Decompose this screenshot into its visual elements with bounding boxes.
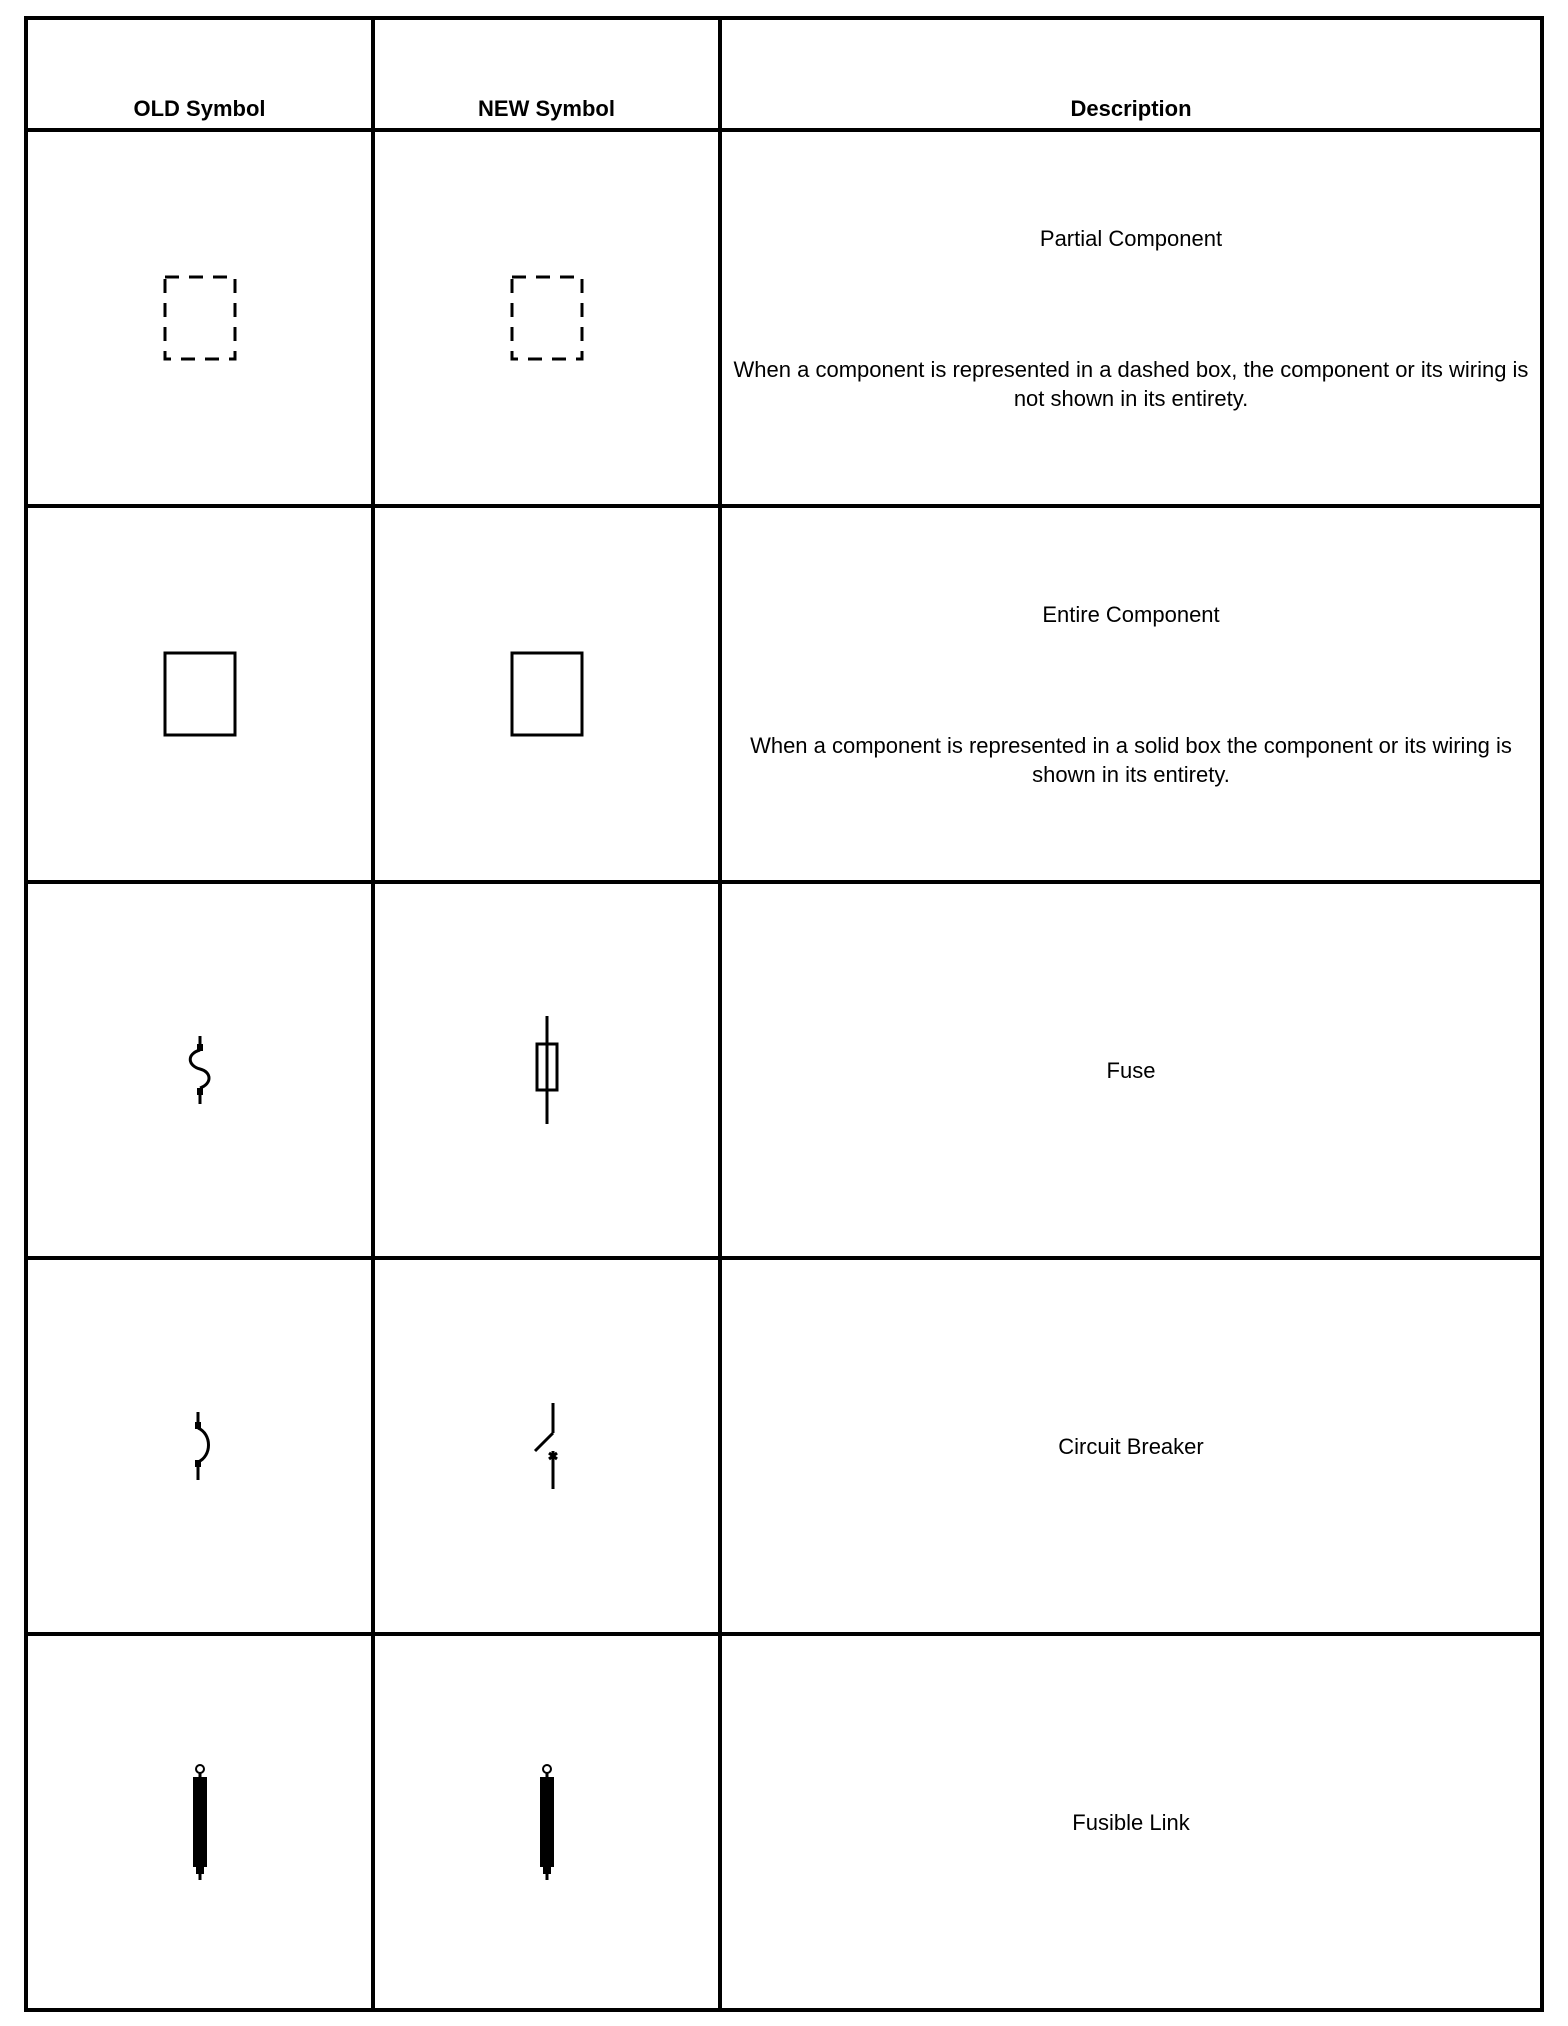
table-row <box>26 1258 1542 1634</box>
description-cell <box>720 506 1542 882</box>
description-title: Circuit Breaker <box>1058 1433 1204 1459</box>
old-symbol-cell <box>26 130 373 506</box>
old-symbol-cell <box>26 1634 373 2010</box>
description-cell <box>720 1634 1542 2010</box>
solid-box-icon <box>160 648 240 740</box>
fuse-new-icon <box>527 1014 567 1126</box>
circuit-breaker-old-icon <box>180 1410 220 1482</box>
description-cell <box>720 1258 1542 1634</box>
fusible-link-icon <box>180 1762 220 1882</box>
new-symbol-cell <box>373 130 720 506</box>
description-text: When a component is represented in a dashed box, the component or its wiring is not shown in its entirety. <box>733 356 1529 411</box>
old-symbol-cell <box>26 506 373 882</box>
fuse-old-icon <box>180 1034 220 1106</box>
description-title: Entire Component <box>1042 601 1220 627</box>
header-description: Description <box>720 18 1542 130</box>
table-row <box>26 1634 1542 2010</box>
solid-box-icon <box>507 648 587 740</box>
fusible-link-icon <box>527 1762 567 1882</box>
dashed-box-icon <box>507 272 587 364</box>
old-symbol-cell <box>26 882 373 1258</box>
table-row <box>26 882 1542 1258</box>
description-title: Partial Component <box>1039 225 1223 251</box>
symbol-legend-table <box>24 16 1544 2012</box>
header-new-symbol: NEW Symbol <box>373 18 720 130</box>
description-text: When a component is represented in a solid box the component or its wiring is shown in its entirety. <box>750 732 1512 787</box>
dashed-box-icon <box>160 272 240 364</box>
table-row <box>26 130 1542 506</box>
header-old-symbol: OLD Symbol <box>26 18 373 130</box>
new-symbol-cell <box>373 1634 720 2010</box>
new-symbol-cell <box>373 882 720 1258</box>
old-symbol-cell <box>26 1258 373 1634</box>
description-title: Fusible Link <box>1072 1809 1190 1835</box>
new-symbol-cell <box>373 1258 720 1634</box>
description-cell <box>720 882 1542 1258</box>
description-title: Fuse <box>1106 1057 1156 1083</box>
circuit-breaker-new-icon <box>527 1401 567 1491</box>
header-row <box>26 18 1542 130</box>
new-symbol-cell <box>373 506 720 882</box>
description-cell <box>720 130 1542 506</box>
table-row <box>26 506 1542 882</box>
